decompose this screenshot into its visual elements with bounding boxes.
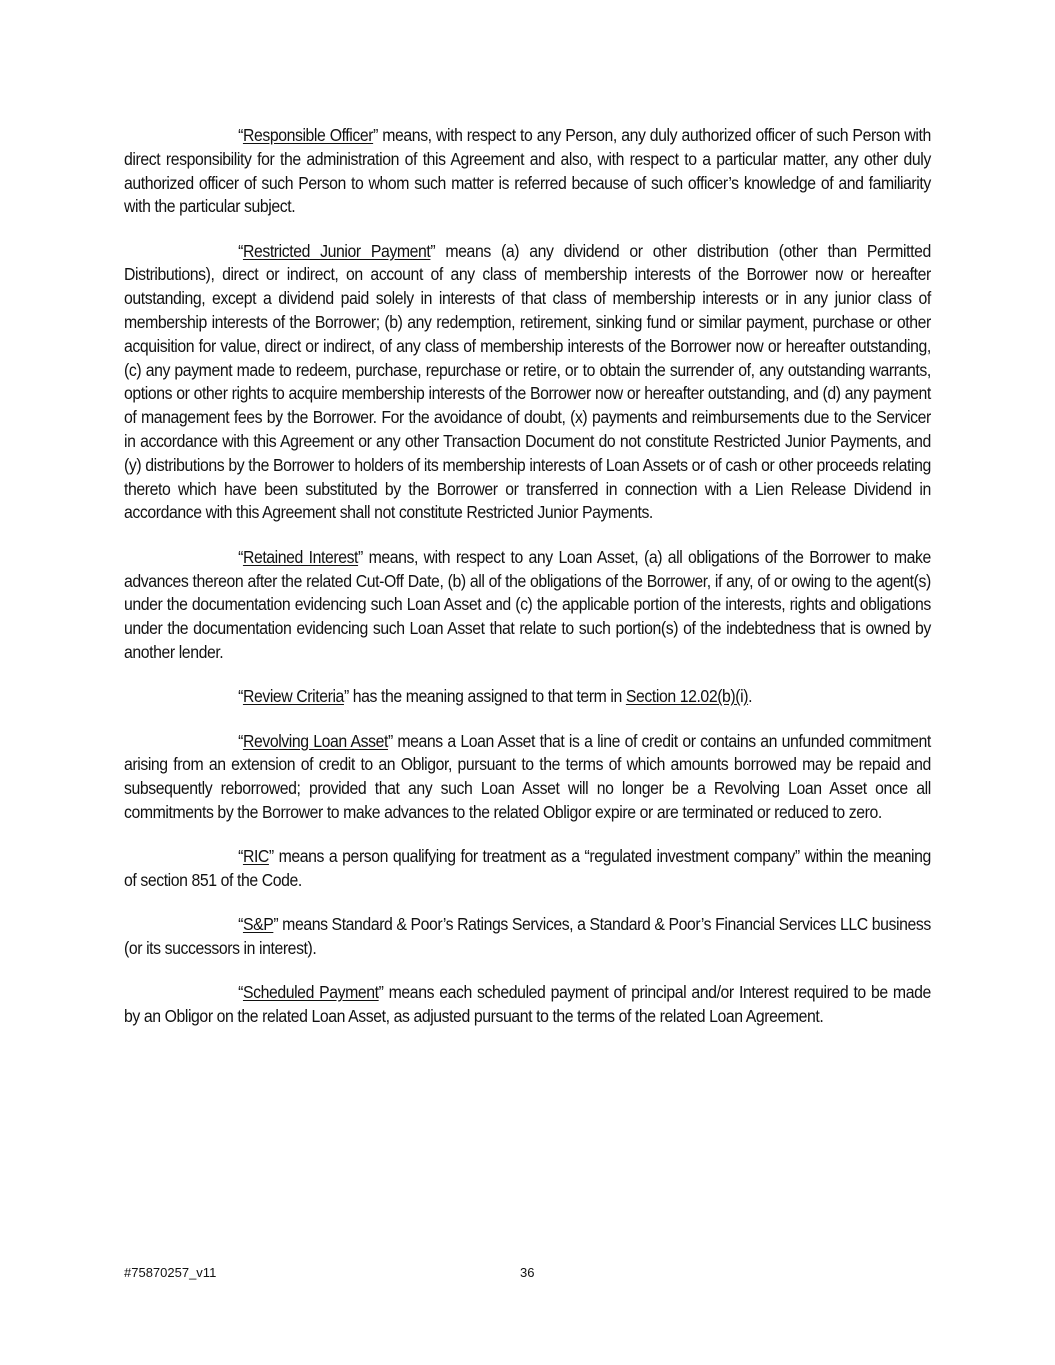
definition-text: ” means (a) any dividend or other distribution (other than Permitted Distributions), direct or indirect, on account of any class of membership interests of the Borrower now or hereafter outstanding, except a dividend paid solely in interests of that class of membership interests or in any junior class of membership interests of the Borrower; (b) any redemption, retirement, sinking fund or similar payment, purchase or other acquisition for value, direct or indirect, of any class of membership interests of the Borrower now or hereafter outstanding, (c) any payment made to redeem, purchase, repurchase or retire, or to obtain the surrender of, any outstanding warrants, options or other rights to acquire membership interests of the Borrower now or hereafter outstanding, and (d) any payment of management fees by the Borrower. For the avoidance of doubt, (x) payments and reimbursements due to the Servicer in accordance with this Agreement or any other Transaction Document do not constitute Restricted Junior Payments, and (y) distributions by the Borrower to holders of its membership interests of Loan Assets or of cash or other proceeds relating thereto which have been substituted by the Borrower or transferred in connection with a Lien Release Dividend in accordance with this Agreement shall not constitute Restricted Junior Payments. [124,240,931,523]
open-quote: “ [238,240,243,261]
open-quote: “ [238,730,243,751]
document-page [124,124,931,1050]
defined-term: Review Criteria [242,686,344,707]
defined-term: RIC [242,846,269,867]
definition-text: ” means a Loan Asset that is a line of credit or contains an unfunded commitment arising from an extension of credit to an Obligor, pursuant to the terms of which amounts borrowed may be repaid and subsequently reborrowed; provided that any such Loan Asset will no longer be a Revolving Loan Asset once all commitments by the Borrower to make advances to the related Obligor expire or are terminated or reduced to zero. [124,730,931,822]
section-cross-reference: Section 12.02(b)(i) [625,686,749,707]
open-quote: “ [238,546,243,567]
defined-term: Restricted Junior Payment [242,240,431,261]
definition-responsible-officer [124,124,931,219]
document-id: #75870257_v11 [124,1265,217,1280]
definition-revolving-loan-asset [124,730,931,825]
defined-term: Retained Interest [242,546,359,567]
definition-text: ” has the meaning assigned to that term in [343,686,626,707]
defined-term: Revolving Loan Asset [242,730,388,751]
definition-retained-interest [124,546,931,665]
open-quote: “ [238,125,243,145]
defined-term: Scheduled Payment [242,982,379,1003]
definition-text: ” means, with respect to any Loan Asset, (a) all obligations of the Borrower to make advances thereon after the related Cut-Off Date, (b) all of the obligations of the Borrower, if any, of or owing to the agent(s) under the documentation evidencing such Loan Asset and (c) the applicable portion of the interests, rights and obligations under the documentation evidencing such Loan Asset that relate to such portion(s) of the indebtedness that is owned by another lender. [124,546,931,662]
open-quote: “ [238,686,243,707]
open-quote: “ [238,914,243,935]
definition-restricted-junior-payment [124,240,931,526]
definition-scheduled-payment [124,981,931,1029]
open-quote: “ [238,982,243,1003]
definition-text: ” means Standard & Poor’s Ratings Services, a Standard & Poor’s Financial Services LLC business (or its successors in interest). [124,914,931,959]
definition-text: ” means a person qualifying for treatment as a “regulated investment company” within the meaning of section 851 of the Code. [124,846,931,891]
definition-text: ” means, with respect to any Person, any duly authorized officer of such Person with direct responsibility for the administration of this Agreement and also, with respect to a particular matter, any other duly authorized officer of such Person to whom such matter is referred because of such officer’s knowledge of and familiarity with the particular subject. [124,125,931,217]
defined-term: S&P [242,914,274,935]
open-quote: “ [238,846,243,867]
definition-ric [124,845,931,893]
defined-term: Responsible Officer [242,125,374,145]
page-number: 36 [520,1265,535,1280]
definition-text: ” means each scheduled payment of principal and/or Interest required to be made by an Obligor on the related Loan Asset, as adjusted pursuant to the terms of the related Loan Agreement. [124,982,931,1027]
definition-s-and-p [124,913,931,961]
definition-review-criteria [124,685,931,709]
definition-text-end: . [748,686,753,707]
